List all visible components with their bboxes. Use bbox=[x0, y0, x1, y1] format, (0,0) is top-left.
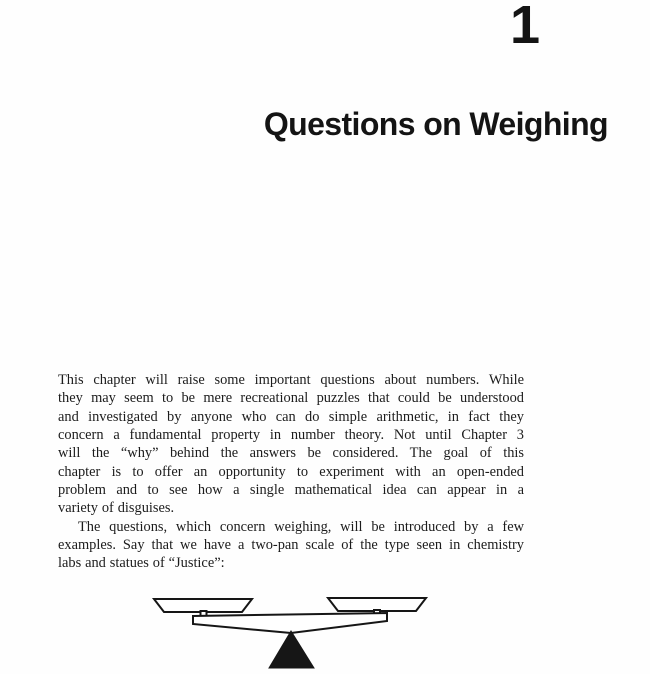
body-text-line: problem and to see how a single mathematical idea can appear in a bbox=[58, 482, 524, 499]
balance-scale-illustration bbox=[140, 584, 450, 674]
body-text-line: concern a fundamental property in number theory. Not until Chapter 3 bbox=[58, 427, 524, 444]
body-text-line: chapter is to offer an opportunity to experiment with an open-ended bbox=[58, 463, 524, 480]
body-text-line: This chapter will raise some important questions about numbers. While bbox=[58, 372, 524, 388]
body-text-line: they may seem to be mere recreational puzzles that could be understood bbox=[58, 390, 524, 407]
body-text-line: examples. Say that we have a two-pan scale of the type seen in chemistry bbox=[58, 537, 524, 554]
body-text-line: The questions, which concern weighing, will be introduced by a few bbox=[78, 518, 524, 535]
balance-fulcrum-icon bbox=[269, 631, 314, 668]
body-text-block bbox=[58, 371, 524, 573]
body-text-line: will the “why” behind the answers be considered. The goal of this bbox=[58, 445, 524, 462]
body-text-line: labs and statues of “Justice”: bbox=[58, 555, 225, 572]
body-text-line: variety of disguises. bbox=[58, 500, 175, 517]
body-text-line: and investigated by anyone who can do simple arithmetic, in fact they bbox=[58, 408, 524, 425]
chapter-title: Questions on Weighing bbox=[263, 106, 608, 143]
balance-beam bbox=[193, 613, 387, 633]
chapter-number: 1 bbox=[509, 0, 540, 55]
